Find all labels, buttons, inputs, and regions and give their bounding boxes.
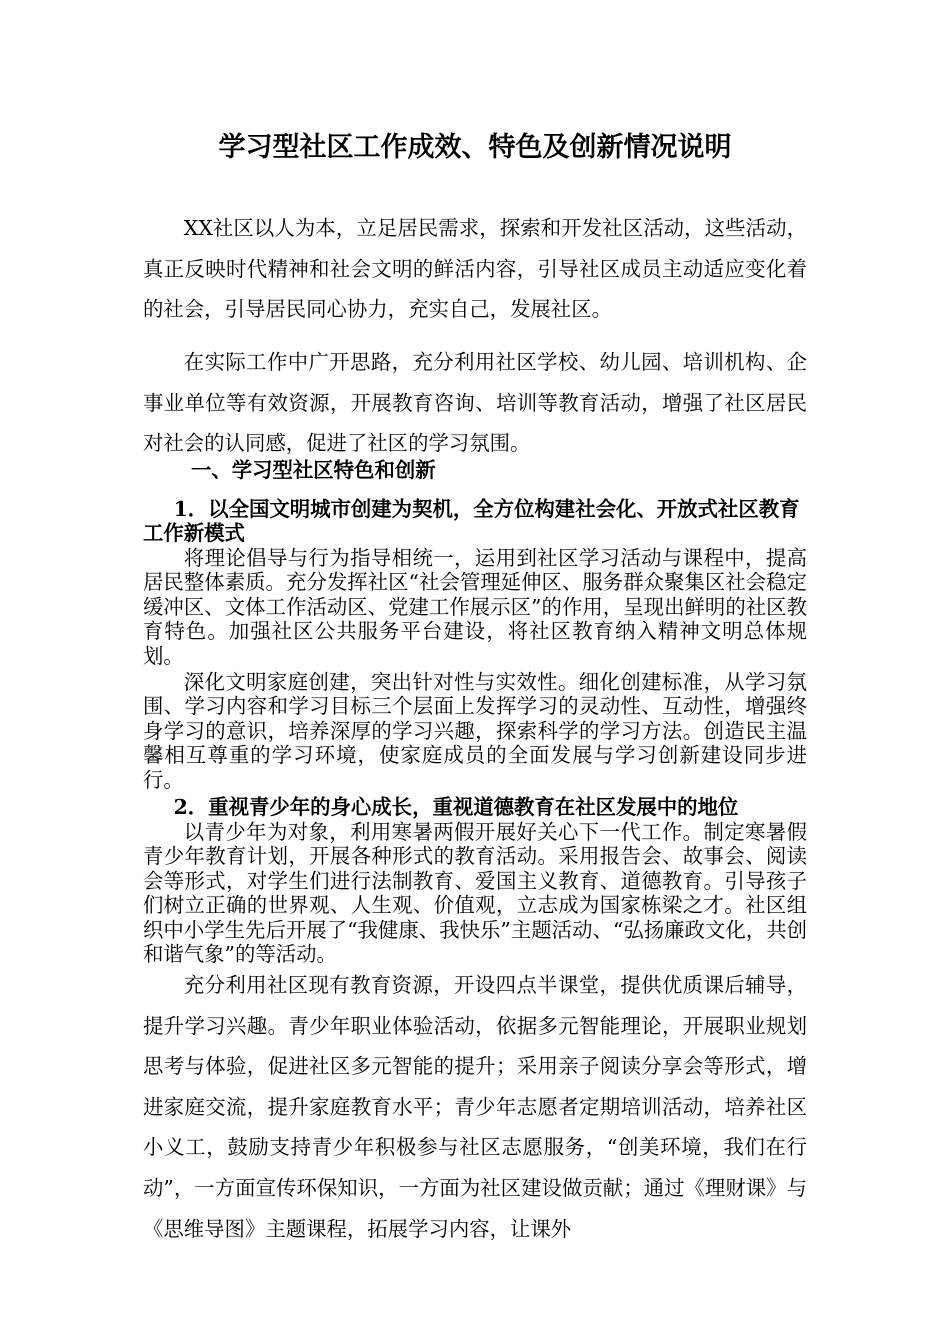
subsection-heading-2: 2．重视青少年的身心成长，重视道德教育在社区发展中的地位 bbox=[173, 795, 739, 819]
paragraph-youth: 以青少年为对象，利用寒暑两假开展好关心下一代工作。制定寒暑假青少年教育计划，开展各种形式的教育活动。采用报告会、故事会、阅读会等形式，对学生们进行法制教育、爱国主义教育、道德教育。引导孩子们树立正确的世界观、人生观、价值观，立志成为国家栋梁之才。社区组织中小学生先后开展了“我健康、我快乐”主题活动、“弘扬廉政文化，共创和谐气象”的等活动。 bbox=[143, 820, 807, 967]
paragraph-after-school: 充分利用社区现有教育资源，开设四点半课堂，提供优质课后辅导，提升学习兴趣。青少年职业体验活动，依据多元智能理论，开展职业规划思考与体验，促进社区多元智能的提升；采用亲子阅读分享会等形式，增进家庭交流，提升家庭教育水平；青少年志愿者定期培训活动，培养社区小义工，鼓励支持青少年积极参与社区志愿服务，“创美环境，我们在行动”，一方面宣传环保知识，一方面为社区建设做贡献；通过《理财课》与《思维导图》主题课程，拓展学习内容，让课外 bbox=[143, 973, 807, 1241]
paragraph-family: 深化文明家庭创建，突出针对性与实效性。细化创建标准，从学习氛围、学习内容和学习目标三个层面上发挥学习的灵动性、互动性，增强终身学习的意识，培养深厚的学习兴趣，探索科学的学习方法。创造民主温馨相互尊重的学习环境，使家庭成员的全面发展与学习创新建设同步进行。 bbox=[143, 670, 807, 792]
paragraph-resources: 在实际工作中广开思路，充分利用社区学校、幼儿园、培训机构、企事业单位等有效资源，开展教育咨询、培训等教育活动，增强了社区居民对社会的认同感，促进了社区的学习氛围。 bbox=[143, 350, 807, 456]
document-title: 学习型社区工作成效、特色及创新情况说明 bbox=[218, 132, 732, 163]
paragraph-intro: XX社区以人为本，立足居民需求，探索和开发社区活动，这些活动，真正反映时代精神和社会文明的鲜活内容，引导社区成员主动适应变化着的社会，引导居民同心协力，充实自己，发展社区。 bbox=[143, 216, 807, 322]
subsection-heading-1: 1．以全国文明城市创建为契机，全方位构建社会化、开放式社区教育工作新模式 bbox=[143, 497, 800, 546]
section-heading-1: 一、学习型社区特色和创新 bbox=[190, 458, 436, 482]
paragraph-theory: 将理论倡导与行为指导相统一，运用到社区学习活动与课程中，提高居民整体素质。充分发挥社区“社会管理延伸区、服务群众聚集区社会稳定缓冲区、文体工作活动区、党建工作展示区”的作用，呈现出鲜明的社区教育特色。加强社区公共服务平台建设，将社区教育纳入精神文明总体规划。 bbox=[143, 546, 807, 668]
